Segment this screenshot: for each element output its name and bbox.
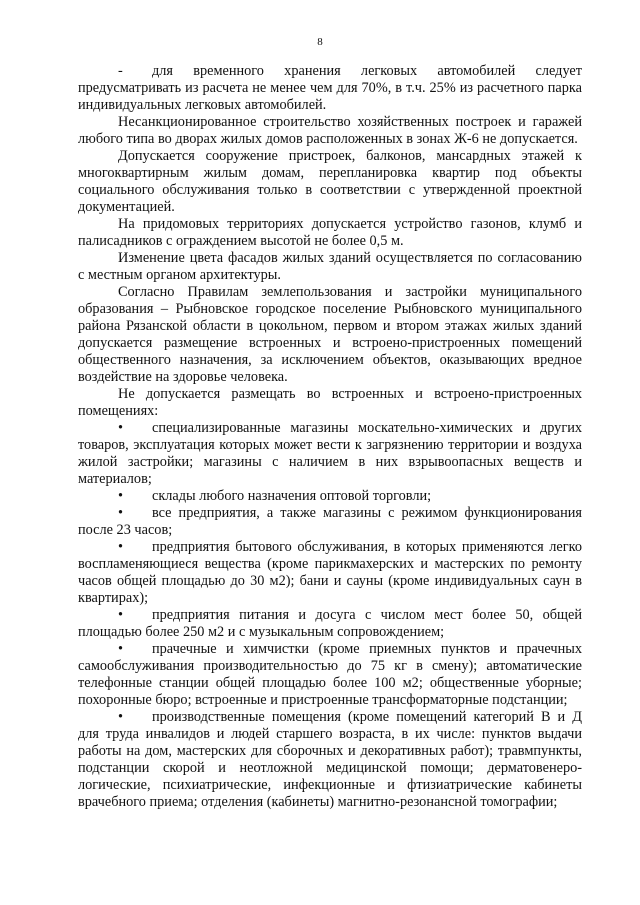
bullet-marker: • — [118, 607, 124, 623]
list-item — [78, 709, 582, 811]
paragraph: Допускается сооружение пристроек, балконов, мансардных этажей к многоквартирным жилым домам, перепланировка квартир под объекты социального обслуживания только в соответствии с утвержденной проектной документацией. — [78, 148, 582, 215]
paragraph: Не допускается размещать во встроенных и встроено-пристроенных помещениях: — [78, 386, 582, 419]
bullet-marker: • — [118, 539, 124, 555]
list-item — [78, 539, 582, 607]
list-item-text: специализированные магазины москательно-химических и других товаров, эксплуатация которых может вести к загрязнению территории и воздуха жилой застройки; магазины с наличием в них взрывоопасных веществ и материалов; — [78, 420, 582, 487]
list-item — [78, 505, 582, 539]
bullet-marker: • — [118, 505, 124, 521]
list-item-text: склады любого назначения оптовой торговли; — [152, 488, 432, 504]
list-item-text: предприятия бытового обслуживания, в которых применяются легко воспламеняющиеся вещества (кроме парикмахерских и мастерских по ремонту часов общей площадью до 30 м2); бани и сауны (кроме индивидуальных саун в квартирах); — [78, 539, 582, 606]
list-item-text: для временного хранения легковых автомобилей следует предусматривать из расчета не менее чем для 70%, в т.ч. 25% из расчетного парка индивидуальных легковых автомобилей. — [78, 63, 582, 113]
list-item-text: производственные помещения (кроме помещений категорий В и Д для труда инвалидов и людей старшего возраста, в их числе: пунктов выдачи работы на дом, мастерских для сборочных и декоративных работ); травмпункты, подстанции скорой и неотложной медицинской помощи; дерматовенеро-логические, психиатрические, инфекционные и фтизиатрические кабинеты врачебного приема; отделения (кабинеты) магнитно-резонансной томографии; — [78, 709, 582, 810]
list-item — [78, 488, 582, 505]
list-item-dash — [78, 63, 582, 114]
paragraph: Изменение цвета фасадов жилых зданий осуществляется по согласованию с местным органом архитектуры. — [78, 250, 582, 283]
list-item — [78, 420, 582, 488]
bullet-marker: • — [118, 420, 124, 436]
list-item-text: все предприятия, а также магазины с режимом функционирования после 23 часов; — [78, 505, 582, 538]
paragraph: Согласно Правилам землепользования и застройки муниципального образования – Рыбновское городское поселение Рыбновского муниципального района Рязанской области в цокольном, первом и втором этажах жилых зданий допускается размещение встроенных и встроено-пристроенных помещений общественного назначения, за исключением объектов, оказывающих вредное воздействие на здоровье человека. — [78, 284, 582, 385]
paragraph: Несанкционированное строительство хозяйственных построек и гаражей любого типа во дворах жилых домов расположенных в зонах Ж-6 не допускается. — [78, 114, 582, 147]
bullet-marker: • — [118, 641, 124, 657]
list-item-text: предприятия питания и досуга с числом мест более 50, общей площадью более 250 м2 и с музыкальным сопровождением; — [78, 607, 582, 640]
page-number: 8 — [317, 36, 323, 48]
bullet-marker: • — [118, 709, 124, 725]
document-body — [78, 63, 582, 811]
bullet-marker: • — [118, 488, 124, 504]
dash-marker: - — [118, 63, 123, 79]
list-item — [78, 641, 582, 709]
paragraph: На придомовых территориях допускается устройство газонов, клумб и палисадников с ограждением высотой не более 0,5 м. — [78, 216, 582, 249]
list-item — [78, 607, 582, 641]
list-item-text: прачечные и химчистки (кроме приемных пунктов и прачечных самообслуживания производительностью до 75 кг в смену); автоматические телефонные станции общей площадью более 100 м2; общественные уборные; похоронные бюро; встроенные и пристроенные трансформаторные подстанции; — [78, 641, 582, 708]
